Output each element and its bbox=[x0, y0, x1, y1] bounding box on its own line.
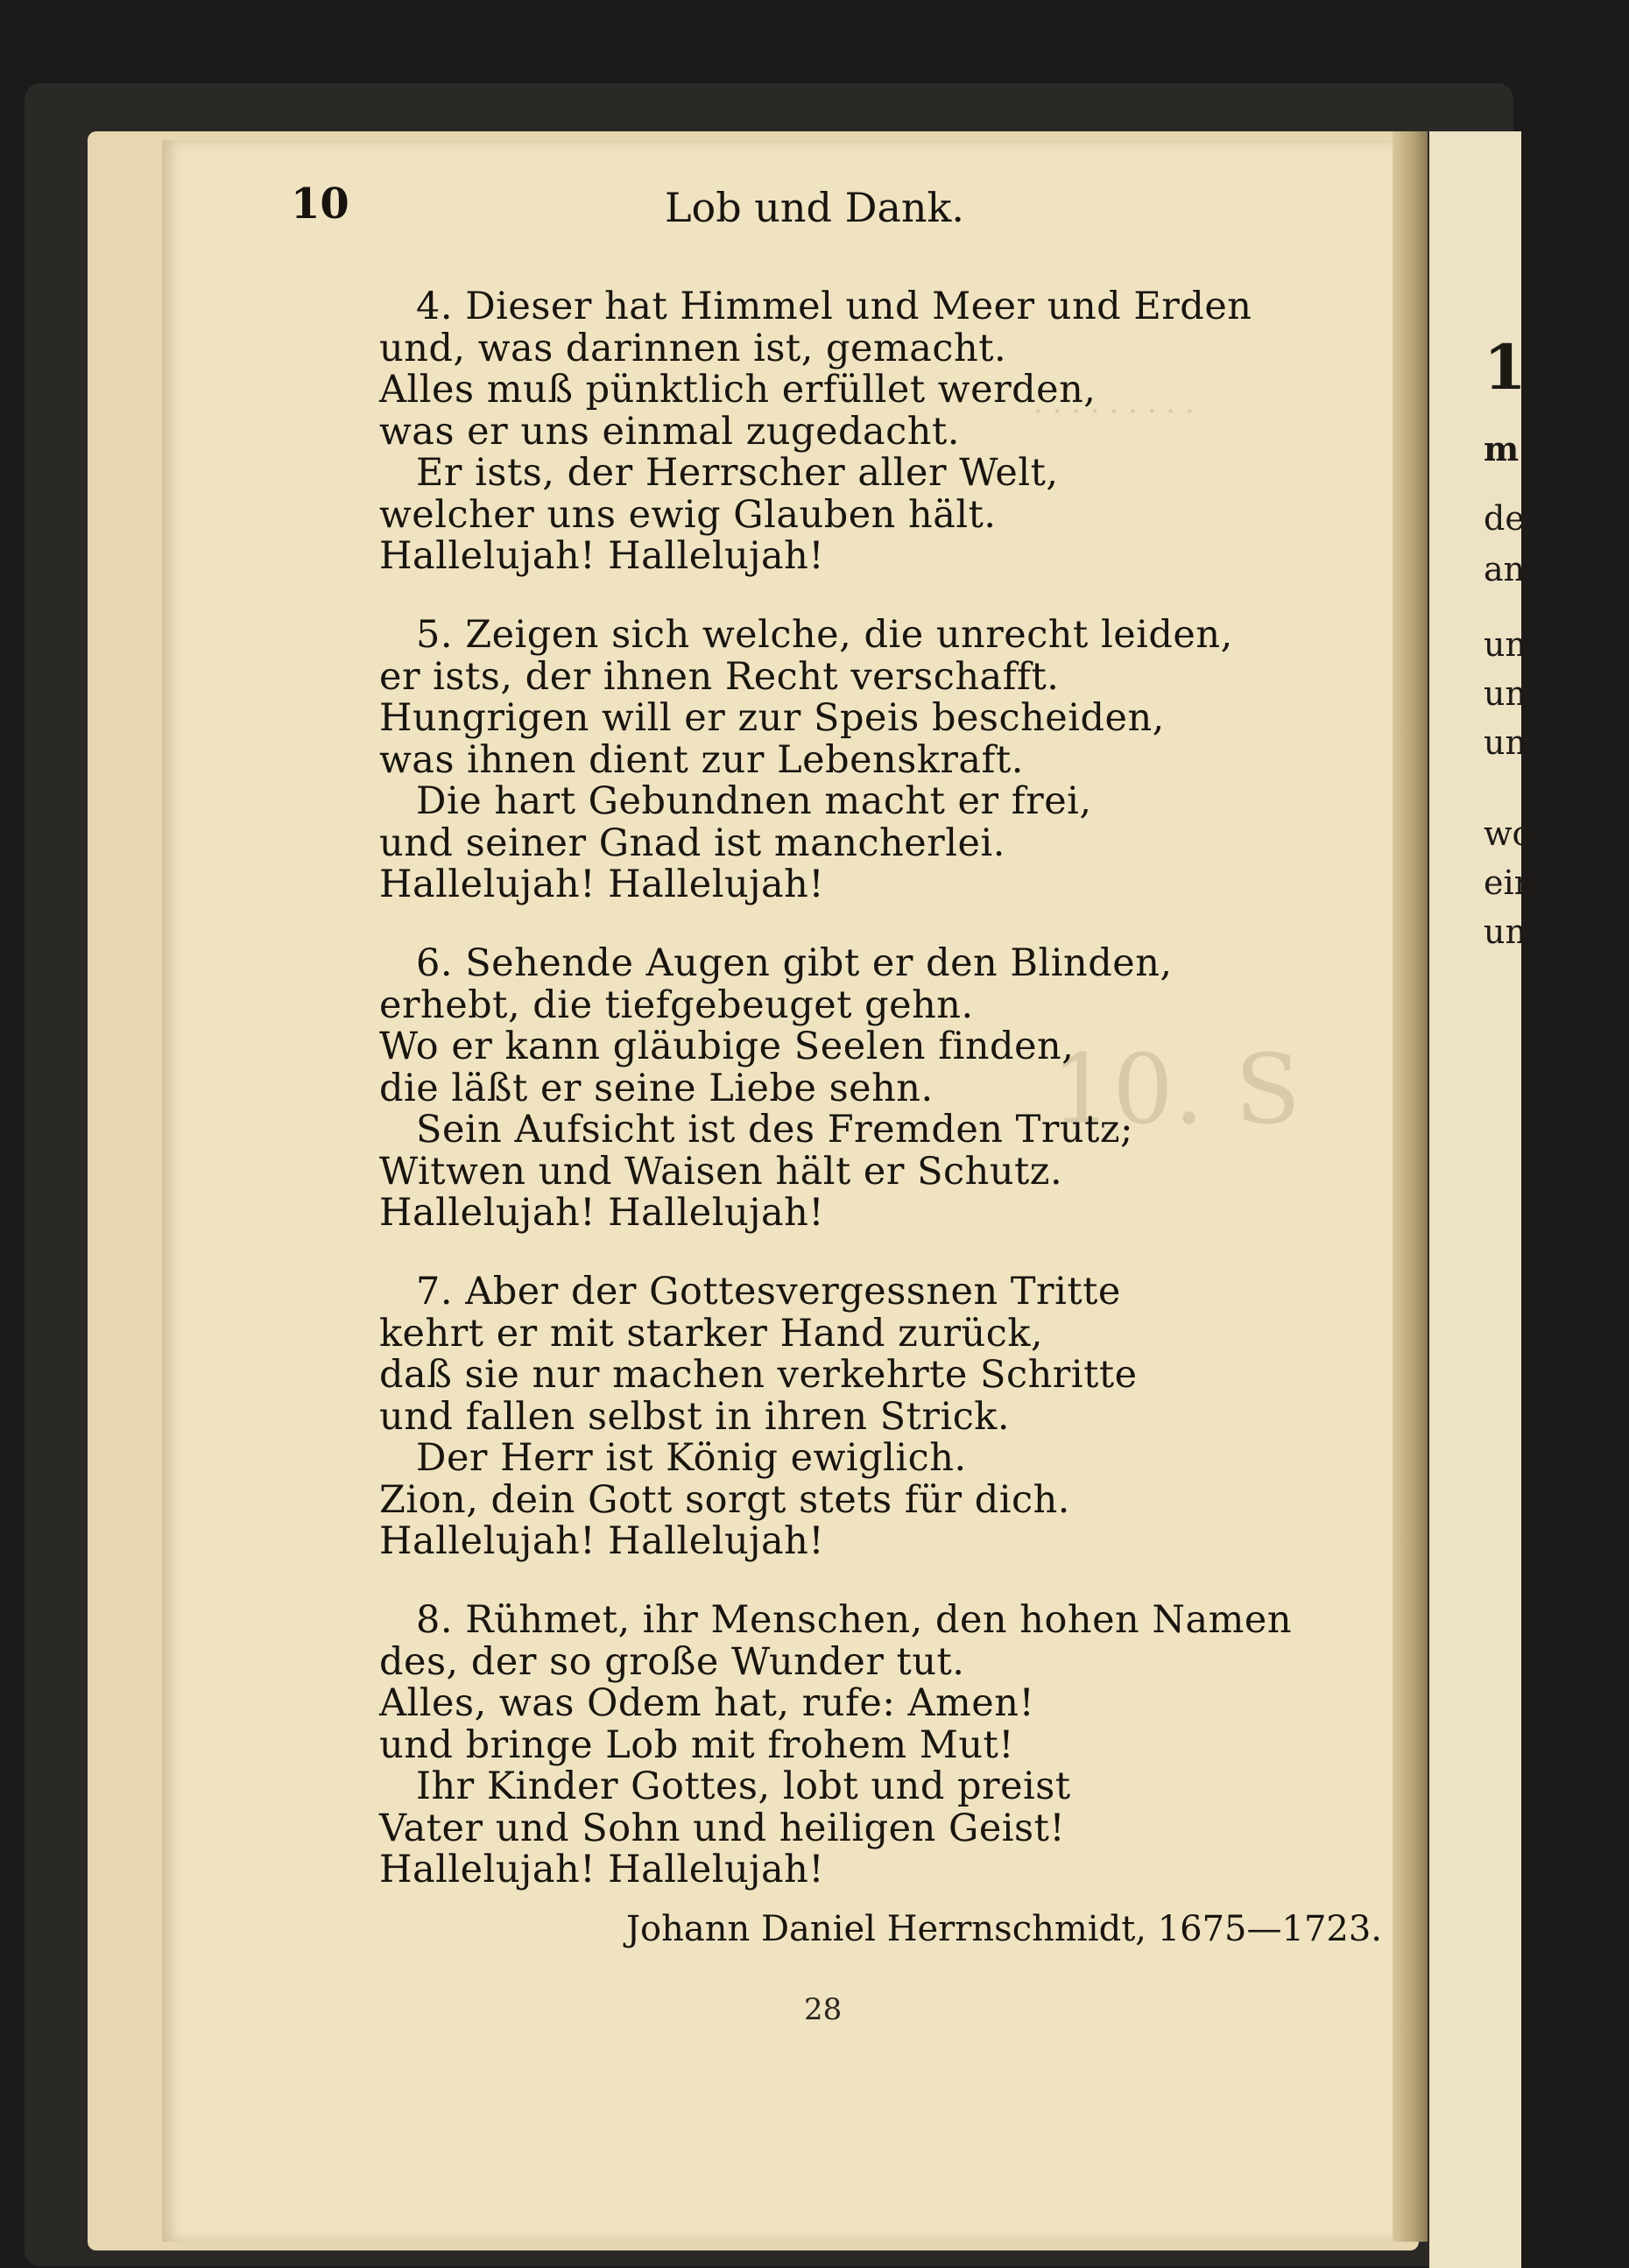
verse-line: und, was darinnen ist, gemacht. bbox=[379, 326, 1007, 370]
verse-line: was ihnen dient zur Lebenskraft. bbox=[379, 737, 1024, 782]
facing-page-text: an bbox=[1484, 550, 1526, 588]
author-attribution: Johann Daniel Herrnschmidt, 1675—1723. bbox=[626, 1909, 1383, 1949]
verse-line: er ists, der ihnen Recht verschafft. bbox=[379, 654, 1060, 699]
verse-line: und bringe Lob mit frohem Mut! bbox=[379, 1722, 1015, 1767]
facing-page-text: un bbox=[1484, 912, 1527, 951]
verse-line: die läßt er seine Liebe sehn. bbox=[379, 1066, 934, 1110]
verse-line: Er ists, der Herrscher aller Welt, bbox=[416, 451, 1059, 495]
bleed-through: . . . . . . . . . bbox=[1033, 385, 1195, 420]
verse-line: Hallelujah! Hallelujah! bbox=[379, 1191, 825, 1235]
facing-page-text: ein bbox=[1484, 863, 1536, 902]
verse-line: und fallen selbst in ihren Strick. bbox=[379, 1394, 1011, 1439]
folio-number: 28 bbox=[804, 1992, 843, 2027]
facing-page-text: un bbox=[1484, 723, 1527, 762]
facing-page-text: un bbox=[1484, 674, 1527, 713]
verse-first-line: 8. Rühmet, ihr Menschen, den hohen Namen bbox=[416, 1598, 1293, 1642]
bleed-through: 10. S bbox=[1051, 1033, 1301, 1145]
verse-line: Sein Aufsicht ist des Fremden Trutz; bbox=[416, 1108, 1134, 1152]
verse-line: Vater und Sohn und heiligen Geist! bbox=[379, 1806, 1066, 1850]
verse-line: Alles muß pünktlich erfüllet werden, bbox=[379, 368, 1097, 412]
running-head: Lob und Dank. bbox=[664, 184, 965, 231]
page-number: 10 bbox=[291, 180, 349, 229]
facing-page-text: m bbox=[1484, 429, 1520, 468]
verse-line: Wo er kann gläubige Seelen finden, bbox=[379, 1025, 1075, 1068]
verse-line: daß sie nur machen verkehrte Schritte bbox=[379, 1353, 1138, 1397]
verse-line: Hallelujah! Hallelujah! bbox=[379, 1519, 825, 1563]
verse-line: kehrt er mit starker Hand zurück, bbox=[379, 1311, 1044, 1356]
verse-line: Hallelujah! Hallelujah! bbox=[379, 863, 825, 906]
verse-line: Hallelujah! Hallelujah! bbox=[379, 1848, 825, 1891]
verse-line: erhebt, die tiefgebeuget gehn. bbox=[379, 983, 974, 1027]
facing-page-text: de bbox=[1484, 499, 1525, 538]
verse-line: was er uns einmal zugedacht. bbox=[379, 409, 960, 454]
facing-page-text: 1 bbox=[1484, 331, 1527, 404]
verse-line: Der Herr ist König ewiglich. bbox=[416, 1436, 967, 1480]
facing-page-text: wo bbox=[1484, 814, 1533, 853]
verse-line: Hallelujah! Hallelujah! bbox=[379, 534, 825, 578]
verse-line: Ihr Kinder Gottes, lobt und preist bbox=[416, 1764, 1071, 1808]
verse-line: Zion, dein Gott sorgt stets für dich. bbox=[379, 1477, 1070, 1522]
verse-first-line: 5. Zeigen sich welche, die unrecht leiden, bbox=[416, 613, 1233, 657]
verse-line: Hungrigen will er zur Speis bescheiden, bbox=[379, 696, 1165, 740]
verse-line: Die hart Gebundnen macht er frei, bbox=[416, 779, 1092, 823]
facing-page-text: un bbox=[1484, 625, 1527, 664]
verse-line: welcher uns ewig Glauben hält. bbox=[379, 492, 997, 537]
book-gutter bbox=[1393, 131, 1428, 2242]
verse-first-line: 6. Sehende Augen gibt er den Blinden, bbox=[416, 941, 1173, 985]
verse-line: des, der so große Wunder tut. bbox=[379, 1639, 965, 1684]
verse-line: und seiner Gnad ist mancherlei. bbox=[379, 821, 1005, 865]
verse-first-line: 7. Aber der Gottesvergessnen Tritte bbox=[416, 1270, 1121, 1314]
verse-line: Alles, was Odem hat, rufe: Amen! bbox=[379, 1681, 1035, 1725]
verse-line: Witwen und Waisen hält er Schutz. bbox=[379, 1149, 1063, 1194]
verse-first-line: 4. Dieser hat Himmel und Meer und Erden bbox=[416, 285, 1252, 328]
facing-page-fragment bbox=[1429, 131, 1536, 2268]
